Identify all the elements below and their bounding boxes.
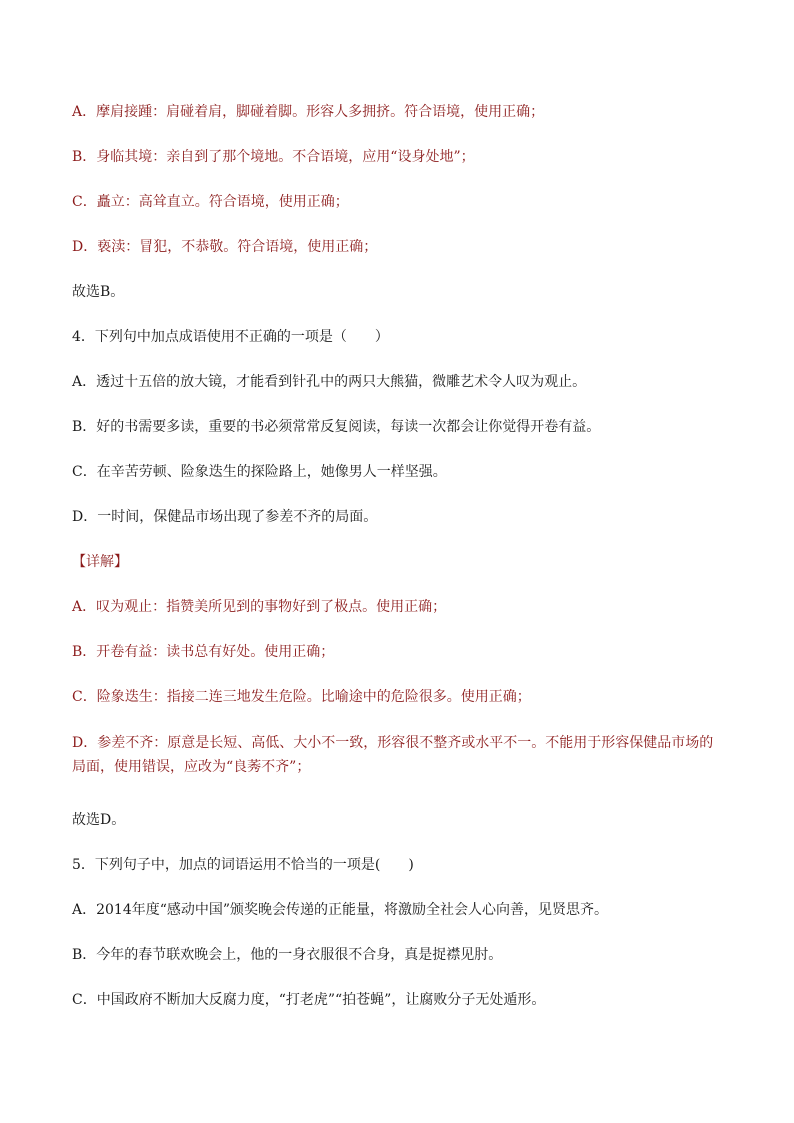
q4-explain-a: A．叹为观止：指赞美所见到的事物好到了极点。使用正确； bbox=[72, 599, 447, 615]
q4-option-b: B．好的书需要多读，重要的书必须常常反复阅读，每读一次都会让你觉得开卷有益。 bbox=[72, 419, 601, 435]
q5-option-c: C．中国政府不断加大反腐力度，“打老虎”“拍苍蝇”，让腐败分子无处遁形。 bbox=[72, 992, 546, 1008]
q4-option-c: C．在辛苦劳顿、险象迭生的探险路上，她像男人一样坚强。 bbox=[72, 464, 447, 480]
q5-option-a: A．2014年度“感动中国”颁奖晚会传递的正能量，将激励全社会人心向善，见贤思齐。 bbox=[72, 902, 609, 918]
q3-answer: 故选B。 bbox=[72, 284, 125, 300]
q4-explain-b: B．开卷有益：读书总有好处。使用正确； bbox=[72, 644, 335, 660]
q4-stem: 4．下列句中加点成语使用不正确的一项是（ ） bbox=[72, 329, 389, 345]
q3-explain-b: B．身临其境：亲自到了那个境地。不合语境，应用“设身处地”； bbox=[72, 149, 475, 165]
q3-explain-c: C．矗立：高耸直立。符合语境，使用正确； bbox=[72, 194, 349, 210]
q5-option-b: B．今年的春节联欢晚会上，他的一身衣服很不合身，真是捉襟见肘。 bbox=[72, 947, 503, 963]
q4-explain-c: C．险象迭生：指接二连三地发生危险。比喻途中的危险很多。使用正确； bbox=[72, 689, 531, 705]
q5-stem: 5．下列句子中，加点的词语运用不恰当的一项是( ) bbox=[72, 857, 414, 873]
q3-explain-d: D．亵渎：冒犯，不恭敬。符合语境，使用正确； bbox=[72, 239, 378, 255]
q4-option-a: A．透过十五倍的放大镜，才能看到针孔中的两只大熊猫，微雕艺术令人叹为观止。 bbox=[72, 374, 587, 390]
detail-heading: 【详解】 bbox=[72, 554, 128, 570]
q3-explain-a: A．摩肩接踵：肩碰着肩，脚碰着脚。形容人多拥挤。符合语境，使用正确； bbox=[72, 104, 545, 120]
q4-explain-d: D．参差不齐：原意是长短、高低、大小不一致，形容很不整齐或水平不一。不能用于形容保健品市场的局面，使用错误，应改为“良莠不齐”； bbox=[72, 735, 714, 775]
q4-option-d: D．一时间，保健品市场出现了参差不齐的局面。 bbox=[72, 509, 378, 525]
q4-answer: 故选D。 bbox=[72, 812, 126, 828]
